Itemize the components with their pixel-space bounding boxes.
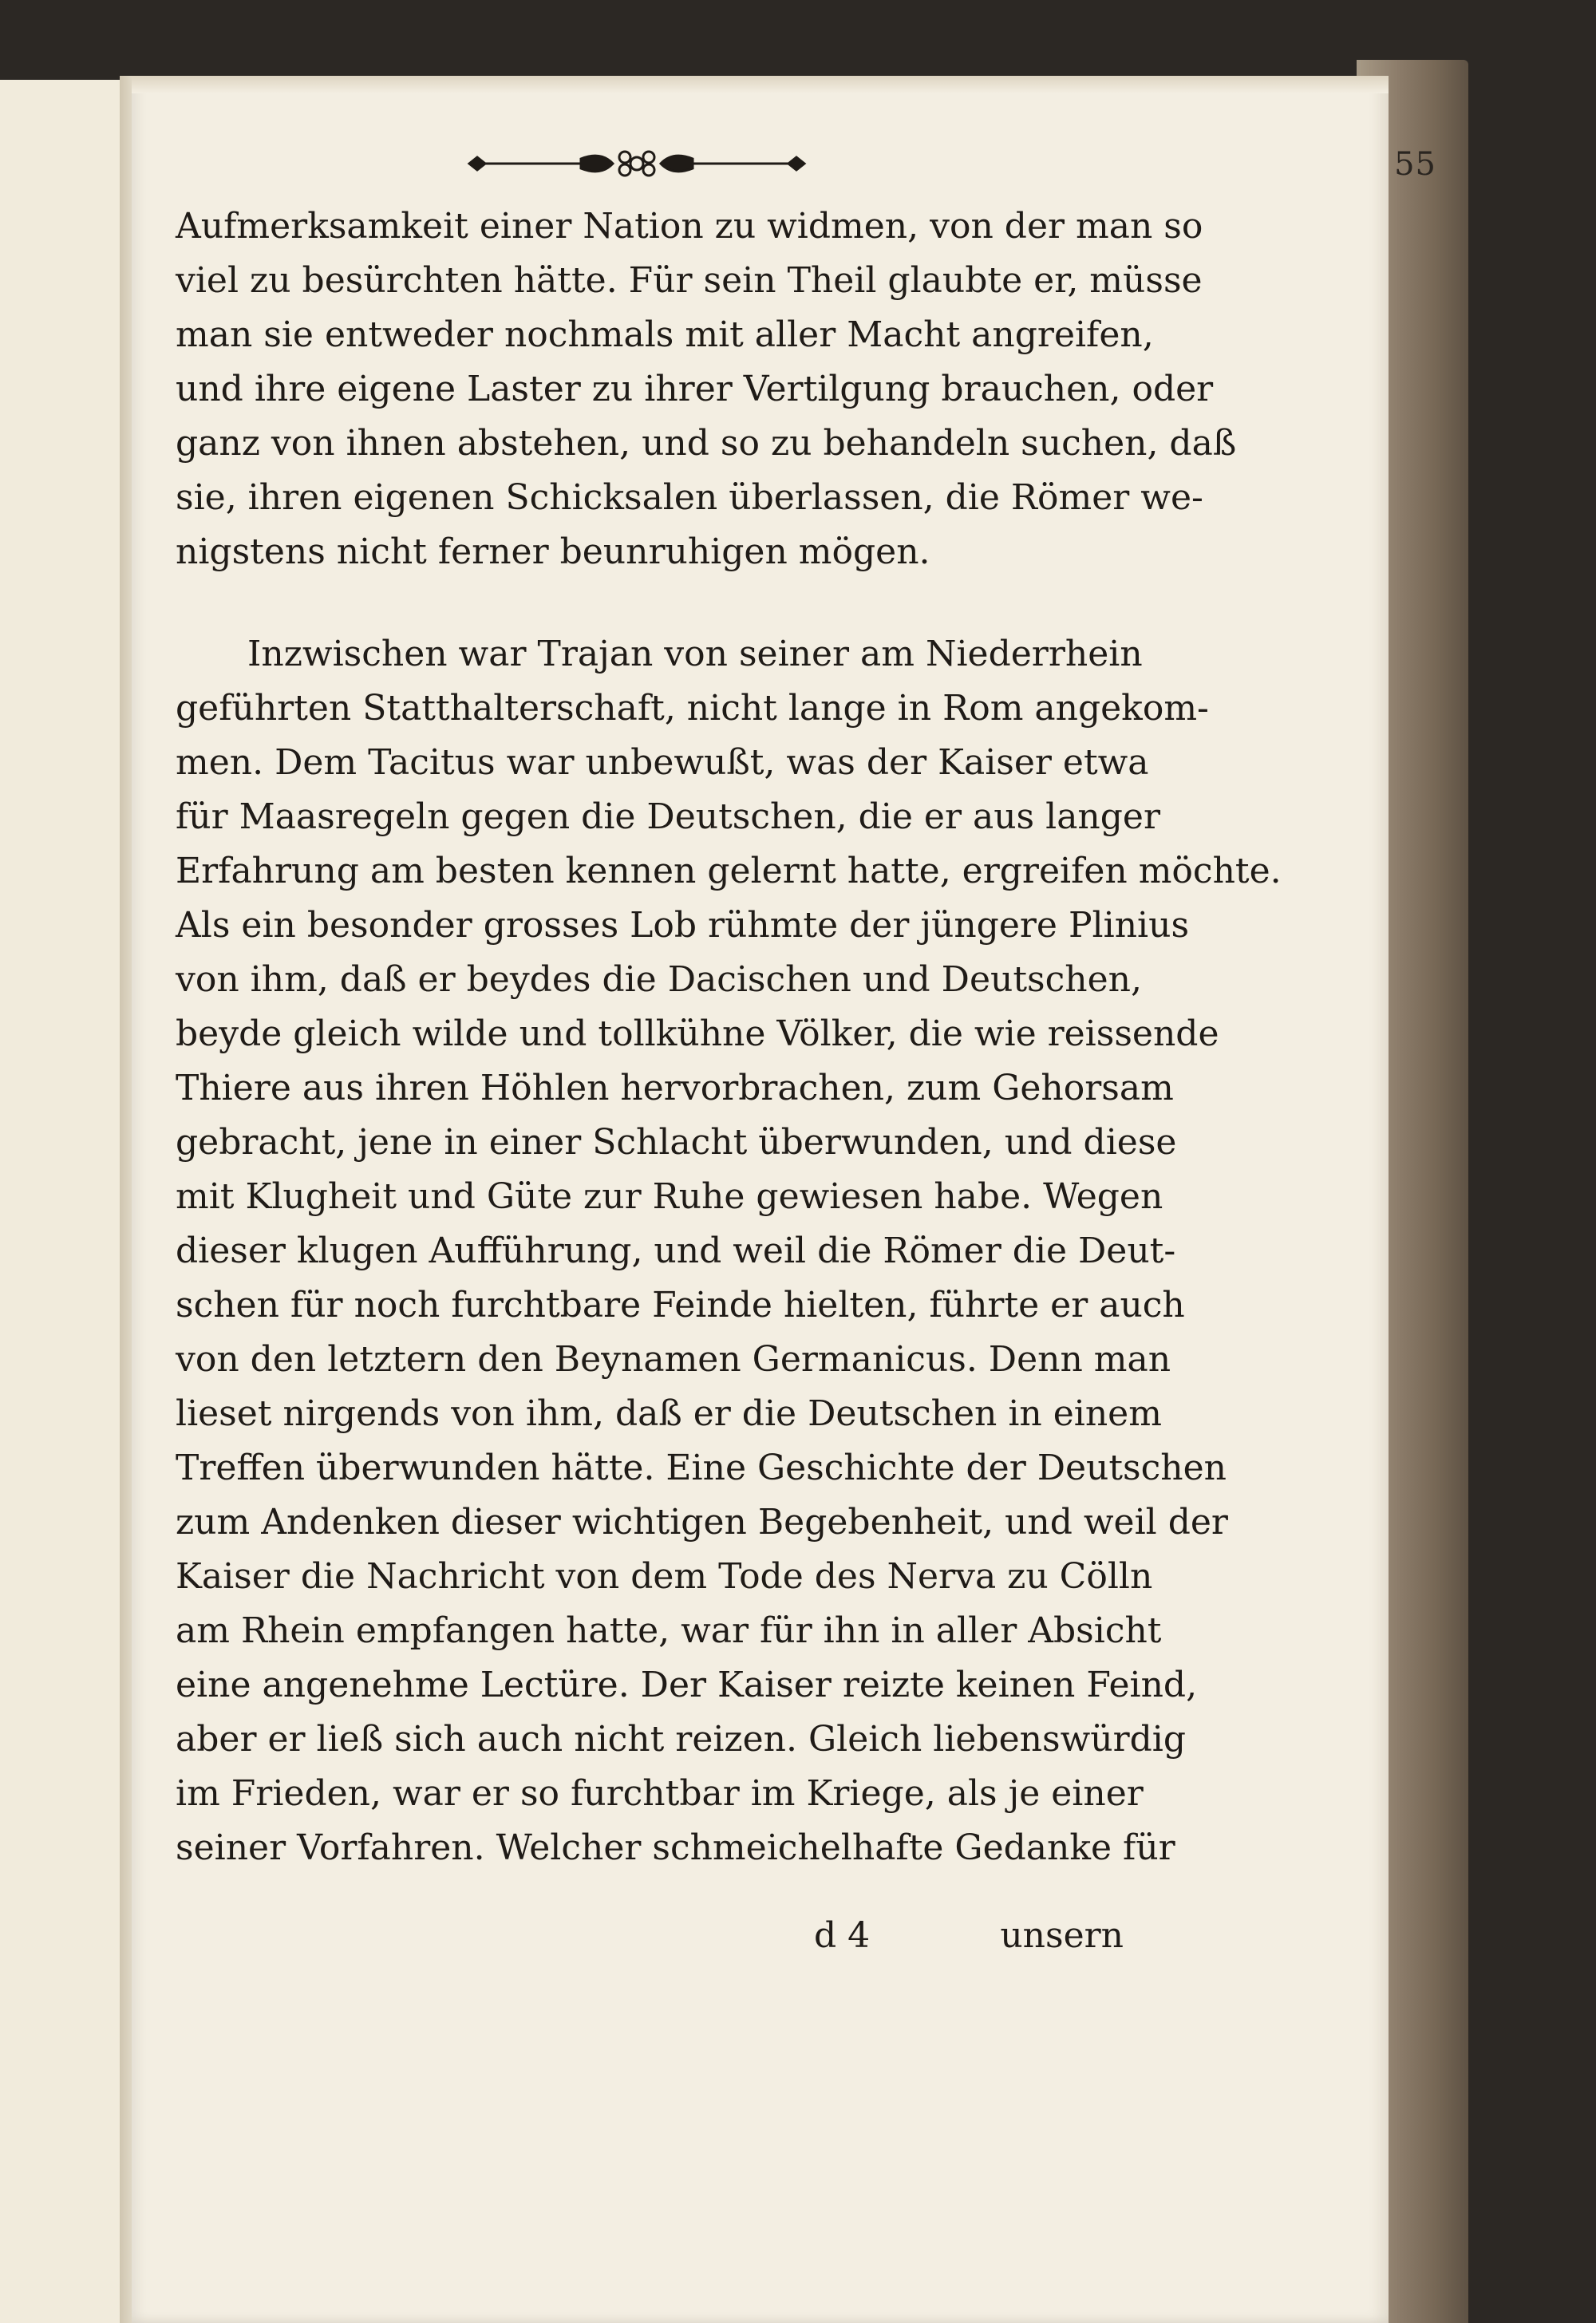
paragraph-gap <box>176 579 1124 627</box>
text-line: Erfahrung am besten kennen gelernt hatte, ergreifen möchte. <box>176 851 1282 891</box>
paragraph <box>176 627 1282 1875</box>
body-text <box>176 200 1282 1875</box>
header-ornament-icon <box>461 148 812 180</box>
text-line: sie, ihren eigenen Schicksalen überlassen, die Römer we- <box>176 477 1203 518</box>
left-page-edge <box>0 80 130 2323</box>
text-line: zum Andenken dieser wichtigen Begebenheit, und weil der <box>176 1502 1228 1543</box>
text-line: und ihre eigene Laster zu ihrer Vertilgung brauchen, oder <box>176 369 1214 409</box>
text-line: viel zu besürchten hätte. Für sein Theil glaubte er, müsse <box>176 260 1203 301</box>
text-line: mit Klugheit und Güte zur Ruhe gewiesen habe. Wegen <box>176 1176 1163 1217</box>
page-footer <box>176 1915 1124 1971</box>
text-line: seiner Vorfahren. Welcher schmeichelhafte Gedanke für <box>176 1827 1175 1868</box>
text-line: Treffen überwunden hätte. Eine Geschichte der Deutschen <box>176 1448 1227 1488</box>
text-line: Kaiser die Nachricht von dem Tode des Nerva zu Cölln <box>176 1556 1153 1597</box>
text-line: Aufmerksamkeit einer Nation zu widmen, von der man so <box>176 206 1203 247</box>
text-line: Inzwischen war Trajan von seiner am Niederrhein <box>247 634 1143 674</box>
text-line: eine angenehme Lectüre. Der Kaiser reizte keinen Feind, <box>176 1665 1198 1705</box>
text-line: ganz von ihnen abstehen, und so zu behandeln suchen, daß <box>176 423 1237 464</box>
text-line: Thiere aus ihren Höhlen hervorbrachen, zum Gehorsam <box>176 1068 1174 1108</box>
text-line: gebracht, jene in einer Schlacht überwunden, und diese <box>176 1122 1177 1163</box>
text-line: von ihm, daß er beydes die Dacischen und Deutschen, <box>176 959 1142 1000</box>
text-line: von den letztern den Beynamen Germanicus. Denn man <box>176 1339 1171 1380</box>
text-line: schen für noch furchtbare Feinde hielten, führte er auch <box>176 1285 1185 1325</box>
text-line: man sie entweder nochmals mit aller Macht angreifen, <box>176 314 1154 355</box>
text-line: geführten Statthalterschaft, nicht lange in Rom angekom- <box>176 688 1209 729</box>
page-top-shadow <box>132 76 1389 93</box>
text-line: für Maasregeln gegen die Deutschen, die er aus langer <box>176 796 1160 837</box>
text-line: men. Dem Tacitus war unbewußt, was der Kaiser etwa <box>176 742 1149 783</box>
text-line: lieset nirgends von ihm, daß er die Deutschen in einem <box>176 1393 1162 1434</box>
text-line: am Rhein empfangen hatte, war für ihn in aller Absicht <box>176 1610 1162 1651</box>
text-line: Als ein besonder grosses Lob rühmte der jüngere Plinius <box>176 905 1190 946</box>
text-line: dieser klugen Aufführung, und weil die Römer die Deut- <box>176 1231 1176 1271</box>
page-number: 55 <box>1394 146 1436 183</box>
paragraph <box>176 200 1237 579</box>
catchword: unsern <box>1000 1915 1124 1956</box>
text-line: im Frieden, war er so furchtbar im Kriege, als je einer <box>176 1773 1144 1814</box>
text-line: aber er ließ sich auch nicht reizen. Gleich liebenswürdig <box>176 1719 1187 1760</box>
text-line: beyde gleich wilde und tollkühne Völker, die wie reissende <box>176 1013 1219 1054</box>
text-line: nigstens nicht ferner beunruhigen mögen. <box>176 531 930 572</box>
signature-mark: d 4 <box>814 1915 871 1956</box>
